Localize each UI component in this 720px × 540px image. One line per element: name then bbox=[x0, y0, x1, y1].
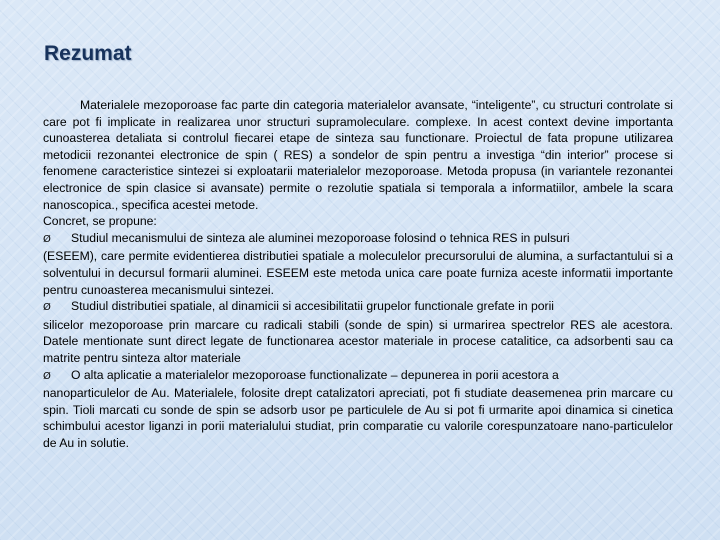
bullet-1-first-line: Studiul mecanismului de sinteza ale aluminei mezoporoase folosind o tehnica RES in pulsuri bbox=[71, 230, 570, 245]
bullet-2-first-line: Studiul distributiei spatiale, al dinamicii si accesibilitatii grupelor functionale grefate in porii bbox=[71, 299, 555, 314]
bullet-1-text: (ESEEM), care permite evidentierea distributiei spatiale a moleculelor precursorului de alumina, a surfactantului si a solventului in decursul formarii aluminei. ESEEM este metoda unica care poate furniza aceste informatii importante pentru cunoasterea mecanismului sintezei. bbox=[43, 249, 673, 297]
bullet-3-first-line: O alta aplicatie a materialelor mezoporoase functionalizate – depunerea in porii acestora a bbox=[71, 367, 559, 382]
slide-title: Rezumat bbox=[44, 42, 132, 65]
bullet-3-text: nanoparticulelor de Au. Materialele, folosite drept catalizatori apreciati, pot fi studiate deasemenea prin marcare cu spin. Tioli marcati cu sonde de spin se adsorb usor pe particulele de Au si pot fi urmarite apoi dinamica si cinetica schimbului acestor liganzi in porii materialului studiat, prin comparatie cu valorile corespunzatoare nano-particulelor de Au in solutie. bbox=[43, 386, 673, 450]
arrow-bullet-icon: Ø bbox=[43, 302, 51, 314]
bullet-1 bbox=[43, 230, 673, 249]
bullet-2-text: silicelor mezoporoase prin marcare cu radicali stabili (sonde de spin) si urmarirea spectrelor RES ale acestora. Datele mentionate sunt direct legate de functionarea acestor materiale in procese catalitice, ca adsorbenti sau ca matrite pentru sinteza altor materiale bbox=[43, 317, 673, 365]
arrow-bullet-icon: Ø bbox=[43, 370, 51, 382]
bullet-3 bbox=[43, 367, 673, 386]
concret-paragraph: Concret, se propune: bbox=[43, 214, 157, 229]
arrow-bullet-icon: Ø bbox=[43, 233, 51, 245]
slide-content bbox=[43, 97, 673, 451]
intro-paragraph: Materialele mezoporoase fac parte din categoria materialelor avansate, “inteligente”, cu structuri controlate si care pot fi implicate in realizarea unor structuri supramoleculare. complexe. In acest context devine importanta cunoasterea detaliata si controlul fiecarei etape de sinteza sau functionare. Proiectul de fata propune utilizarea metodicii rezonantei electronice de spin ( RES) a sondelor de spin pentru a investiga “din interior” procese si fenomene caracteristice sintezei si exploatarii materialelor mezoporoase. Metoda propusa (in variantele rezonantei electronice de spin clasice si avansate) permite o rezolutie spatiala si temporala a informatiilor, ambele la scara nanoscopica., specifica acestei metode. bbox=[43, 98, 673, 212]
bullet-2 bbox=[43, 298, 673, 317]
